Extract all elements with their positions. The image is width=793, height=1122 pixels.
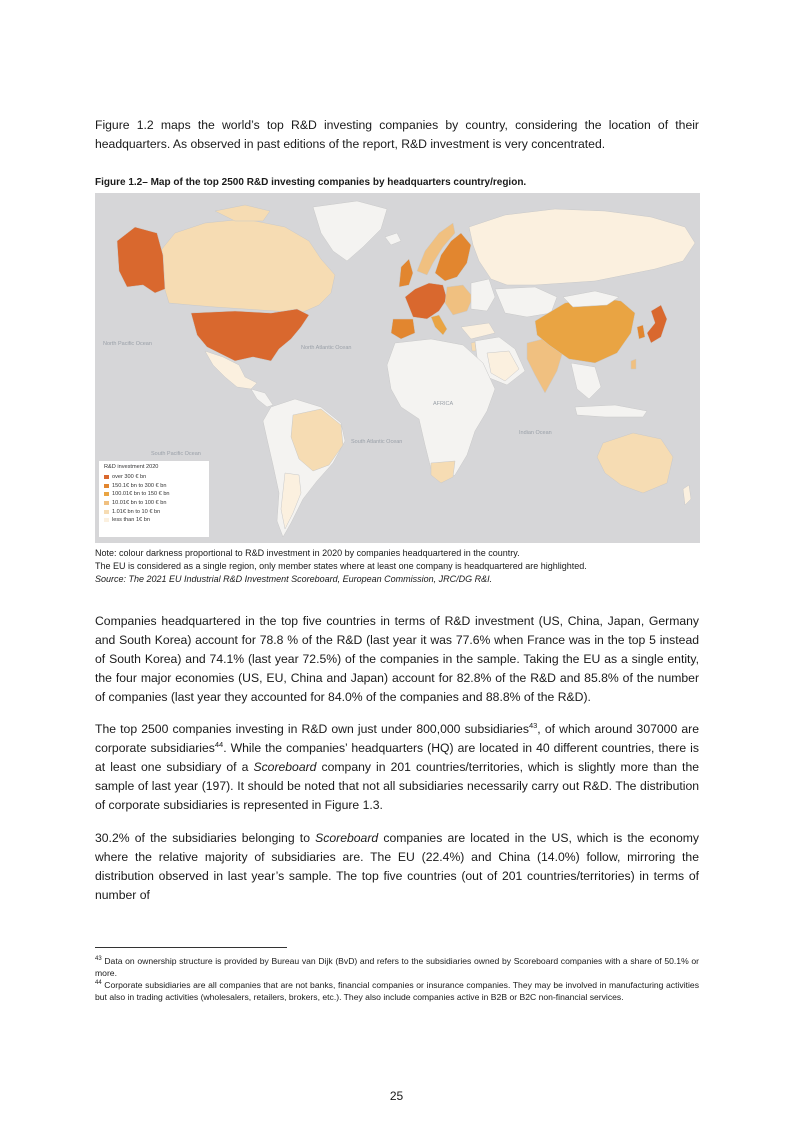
p3-text-a: 30.2% of the subsidiaries belonging to (95, 831, 316, 845)
p2-text-b: , of which around 307000 are corporate subsidiaries (95, 722, 700, 755)
figure-title-block (95, 177, 699, 188)
south-atlantic-label: South Atlantic Ocean (351, 439, 403, 445)
intro-paragraph: Figure 1.2 maps the world’s top R&D investing companies by country, considering the location of their headquarters. As observed in past editions of the report, R&D investment is very concentrated. (95, 118, 699, 151)
south-pacific-label: South Pacific Ocean (151, 451, 201, 457)
africa-label: AFRICA (433, 401, 454, 407)
footnote-number: 44 (95, 980, 102, 987)
legend-title: R&D investment 2020 (104, 464, 159, 470)
paragraph-1: Companies headquartered in the top five countries in terms of R&D investment (US, China, Japan, Germany and South Korea) account for 78.8 % of the R&D (last year it was 77.6% when France was in the top 5 instead of South Korea) and 74.1% (last year 72.5%) of the companies in the sample. Taking the EU as a single entity, the four major economies (US, EU, China and Japan) account for 82.8% of the R&D and 85.8% of the number of companies (last year they accounted for 84.0% of the companies and 88.8% of the R&D). (95, 614, 699, 704)
legend-swatch (104, 484, 109, 488)
page-number: 25 (389, 1089, 404, 1103)
indian-ocean-label: Indian Ocean (519, 430, 552, 436)
north-atlantic-label: North Atlantic Ocean (301, 345, 352, 351)
p2-text-d: company in 201 countries/territories, which is slightly more than the sample of last year (197). It should be noted that not all subsidiaries necessarily carry out R&D. The distribution of corporate subsidiaries is represented in Figure 1.3. (95, 760, 700, 812)
footnote-44 (95, 979, 699, 1003)
paragraph-1-block (95, 612, 699, 707)
footnote-text: Data on ownership structure is provided by Bureau van Dijk (BvD) and refers to the subsidiaries owned by Scoreboard companies with a share of 50.1% or more. (95, 956, 699, 978)
legend-item (104, 516, 204, 525)
figure-title: Figure 1.2– Map of the top 2500 R&D investing companies by headquarters country/region. (95, 177, 527, 188)
legend-label: over 300 € bn (112, 474, 147, 481)
p3-text-b: companies are located in the US, which is the economy where the relative majority of subsidiaries are. The EU (22.4%) and China (14.0%) follow, mirroring the distribution observed in last year’s sample. The top five countries (out of 201 countries/territories) in terms of number of (95, 831, 699, 902)
world-map (95, 193, 700, 543)
legend-label: 100.01€ bn to 150 € bn (112, 491, 170, 498)
figure-source-text: Source: The 2021 EU Industrial R&D Investment Scoreboard, European Commission, JRC/DG R&I. (95, 574, 493, 584)
legend-swatch (104, 518, 109, 522)
legend-swatch (104, 501, 109, 505)
paragraph-2-block (95, 720, 699, 815)
north-pacific-label: North Pacific Ocean (103, 341, 152, 347)
paragraph-3 (95, 829, 699, 905)
intro-paragraph-block (95, 116, 699, 154)
figure-note-1: Note: colour darkness proportional to R&D investment in 2020 by companies headquartered in the country. (95, 548, 520, 558)
footnote-43 (95, 955, 699, 979)
taiwan-shape (631, 359, 636, 369)
legend-item (104, 490, 204, 499)
footnote-divider (95, 947, 287, 948)
figure-source (95, 573, 699, 586)
legend-swatch (104, 475, 109, 479)
footnote-ref-43[interactable]: 43 (528, 720, 538, 730)
legend-label: 1.01€ bn to 10 € bn (112, 508, 161, 515)
legend-label: less than 1€ bn (112, 517, 150, 524)
legend-label: 10.01€ bn to 100 € bn (112, 500, 167, 507)
legend-item (104, 507, 204, 516)
p2-text-a: The top 2500 companies investing in R&D own just under 800,000 subsidiaries (95, 722, 529, 736)
paragraph-3-block (95, 829, 699, 905)
legend-item (104, 482, 204, 491)
footnote-text: Corporate subsidiaries are all companies that are not banks, financial companies or insurance companies. They may be involved in manufacturing activities but also in trading activities (wholesalers, retailers, brokers, etc.). They also include companies active in B2B or B2C non-financial services. (95, 980, 699, 1002)
legend-swatch (104, 510, 109, 514)
footnote-ref-44[interactable]: 44 (214, 739, 224, 749)
footnotes (95, 955, 699, 1003)
figure-notes (95, 547, 699, 586)
p2-emphasis: Scoreboard (253, 760, 317, 774)
israel-shape (471, 342, 476, 351)
legend-item (104, 473, 204, 482)
paragraph-2 (95, 720, 699, 815)
legend-label: 150.1€ bn to 300 € bn (112, 482, 167, 489)
p3-emphasis: Scoreboard (315, 831, 379, 845)
figure-note-2: The EU is considered as a single region, only member states where at least one company is headquartered are highlighted. (95, 561, 587, 571)
footnote-number: 43 (95, 956, 102, 963)
legend-swatch (104, 492, 109, 496)
p2-text-c: . While the companies’ headquarters (HQ) are located in 40 different countries, there is at least one subsidiary of a (95, 741, 699, 774)
legend-item (104, 499, 204, 508)
map-legend (99, 461, 209, 537)
